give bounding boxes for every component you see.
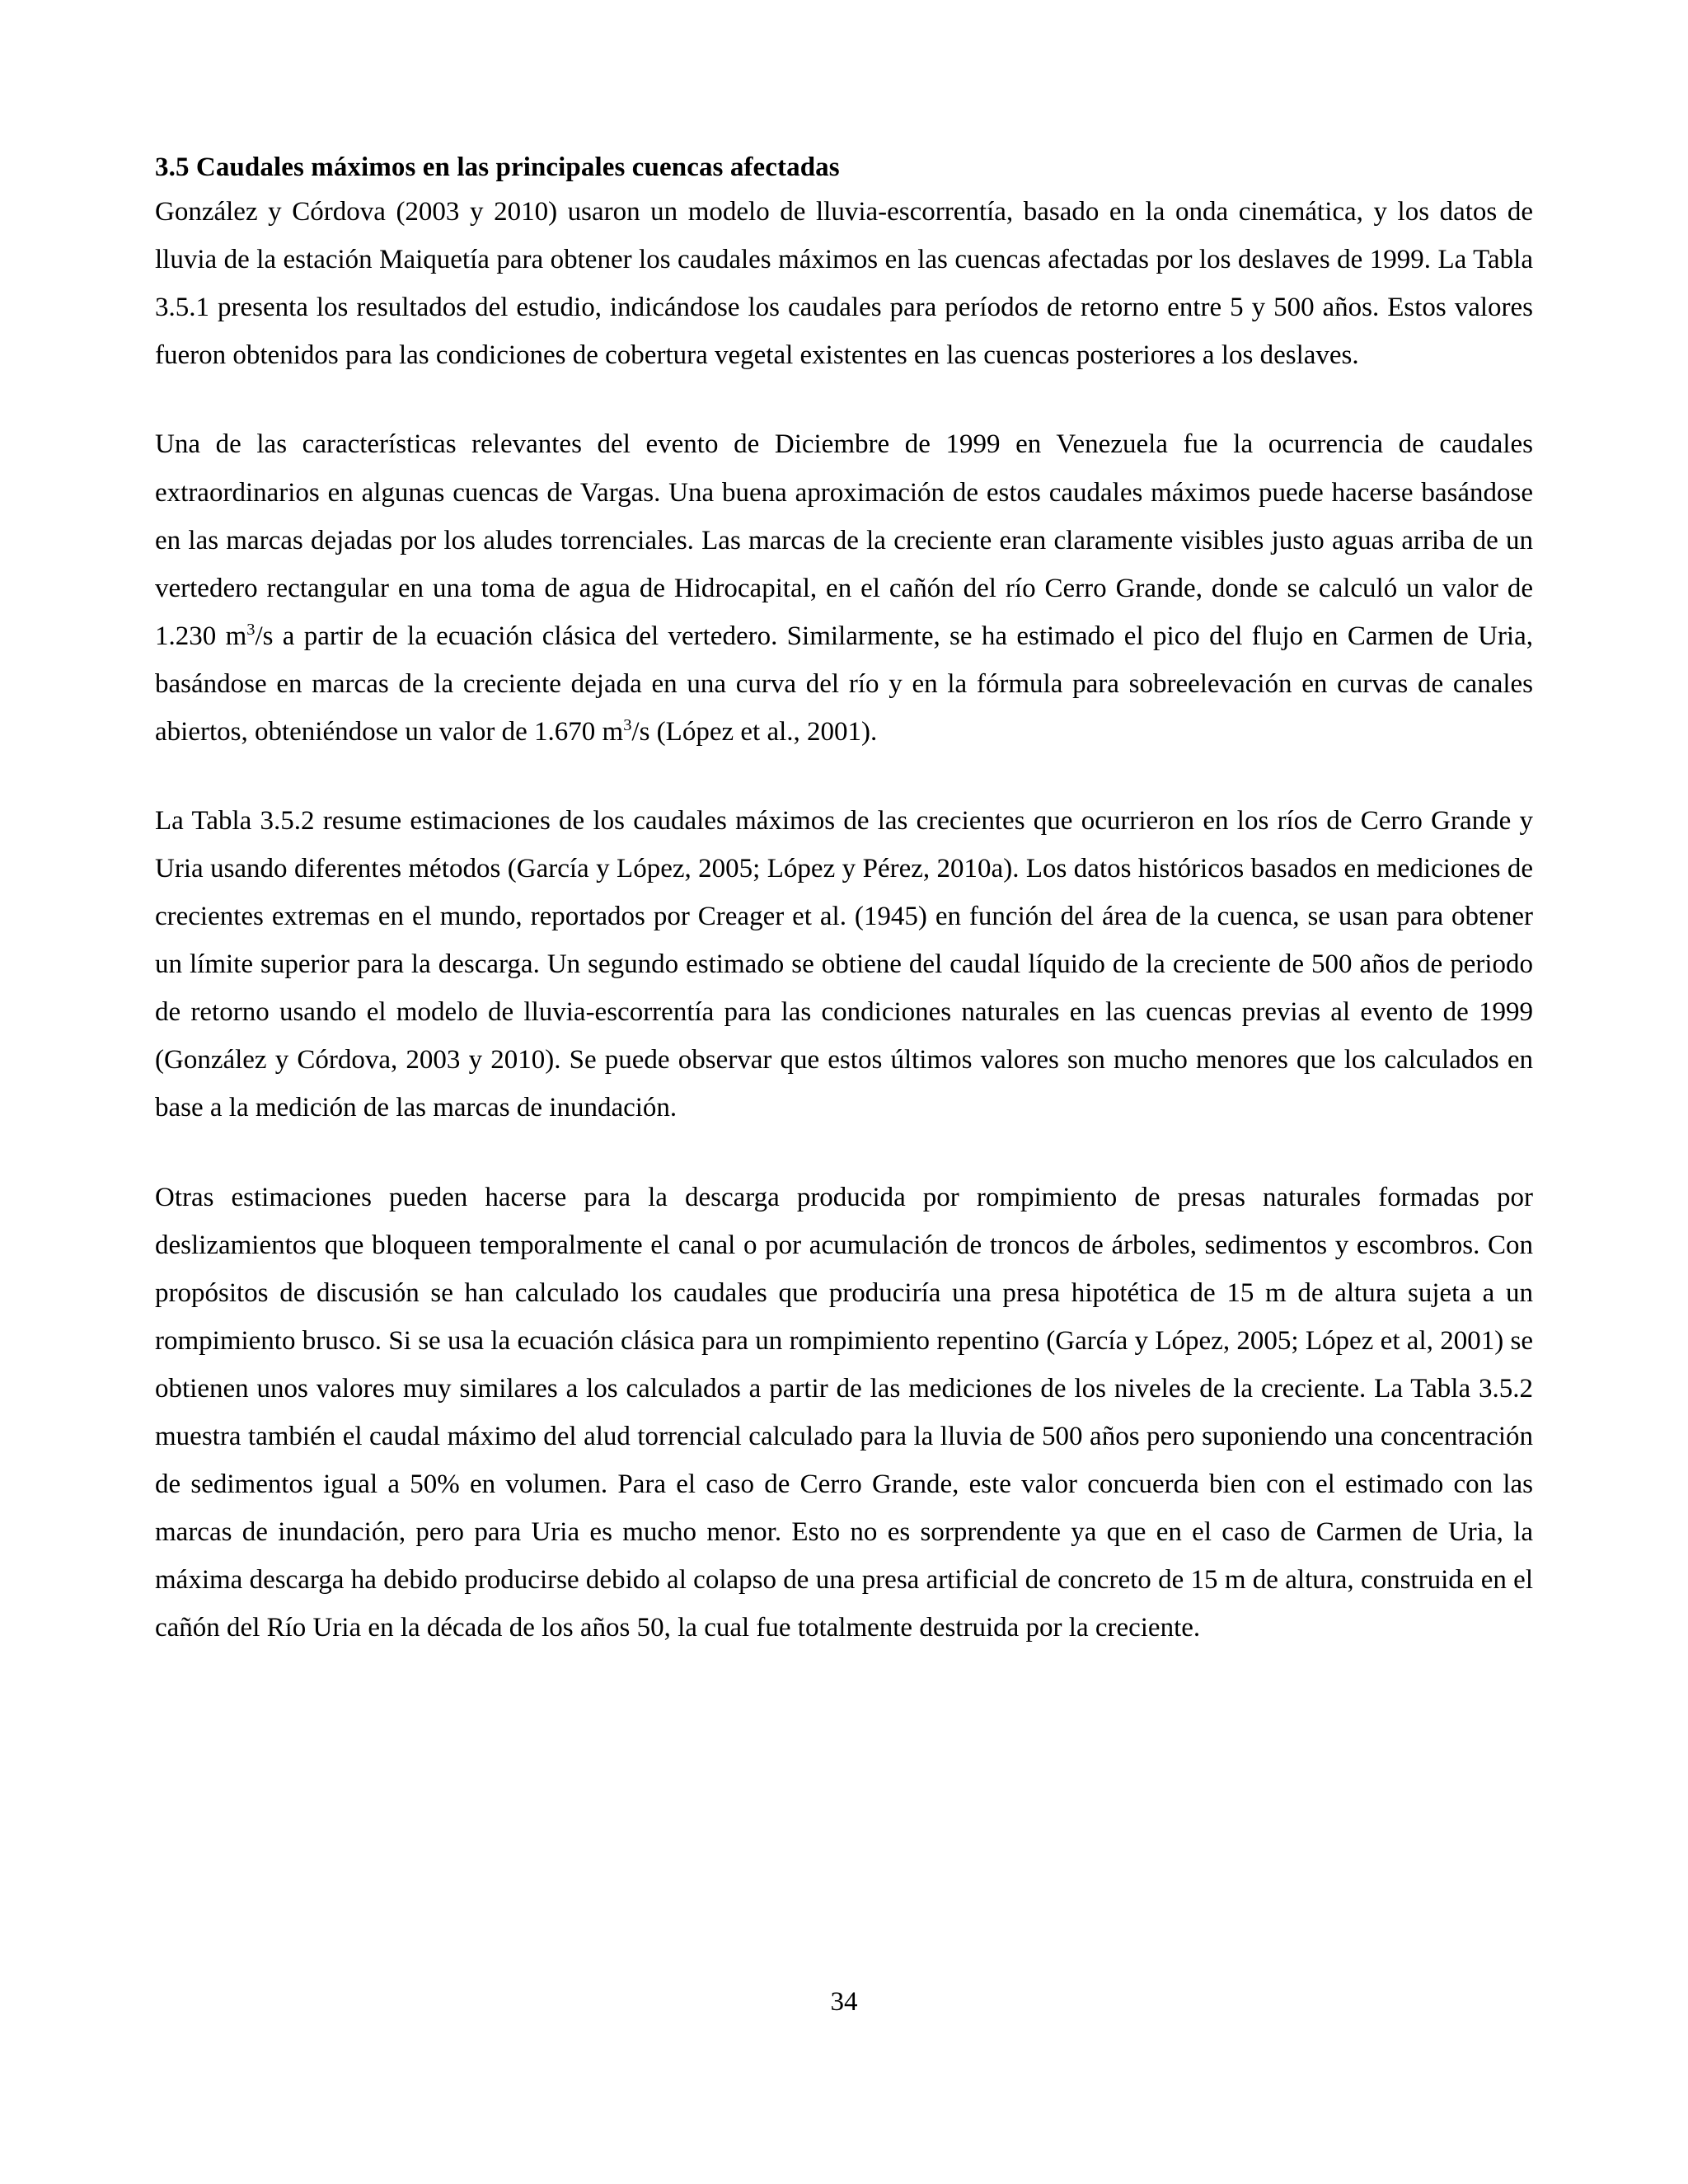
superscript-cubic-meters-2: 3 xyxy=(623,715,632,734)
paragraph-3: La Tabla 3.5.2 resume estimaciones de los caudales máximos de las crecientes que ocurrieron en los ríos de Cerro Grande y Uria usando diferentes métodos (García y López, 2005; López y Pérez, 2010a). Los datos históricos basados en mediciones de crecientes extremas en el mundo, reportados por Creager et al. (1945) en función del área de la cuenca, se usan para obtener un límite superior para la descarga. Un segundo estimado se obtiene del caudal líquido de la creciente de 500 años de periodo de retorno usando el modelo de lluvia-escorrentía para las condiciones naturales en las cuencas previas al evento de 1999 (González y Córdova, 2003 y 2010). Se puede observar que estos últimos valores son mucho menores que los calculados en base a la medición de las marcas de inundación. xyxy=(155,806,1533,1123)
paragraph-2 xyxy=(155,420,1533,756)
paragraph-2-text-a: Una de las características relevantes del evento de Diciembre de 1999 en Venezuela fue la ocurrencia de caudales extraordinarios en algunas cuencas de Vargas. Una buena aproximación de estos caudales máximos puede hacerse basándose en las marcas dejadas por los aludes torrenciales. Las marcas de la creciente eran claramente visibles justo aguas arriba de un vertedero rectangular en una toma de agua de Hidrocapital, en el cañón del río Cerro Grande, donde se calculó un valor de 1.230 m xyxy=(155,429,1533,651)
paragraph-4: Otras estimaciones pueden hacerse para la descarga producida por rompimiento de presas naturales formadas por deslizamientos que bloqueen temporalmente el canal o por acumulación de troncos de árboles, sedimentos y escombros. Con propósitos de discusión se han calculado los caudales que produciría una presa hipotética de 15 m de altura sujeta a un rompimiento brusco. Si se usa la ecuación clásica para un rompimiento repentino (García y López, 2005; López et al, 2001) se obtienen unos valores muy similares a los calculados a partir de las mediciones de los niveles de la creciente. La Tabla 3.5.2 muestra también el caudal máximo del alud torrencial calculado para la lluvia de 500 años pero suponiendo una concentración de sedimentos igual a 50% en volumen. Para el caso de Cerro Grande, este valor concuerda bien con el estimado con las marcas de inundación, pero para Uria es mucho menor. Esto no es sorprendente ya que en el caso de Carmen de Uria, la máxima descarga ha debido producirse debido al colapso de una presa artificial de concreto de 15 m de altura, construida en el cañón del Río Uria en la década de los años 50, la cual fue totalmente destruida por la creciente. xyxy=(155,1182,1533,1643)
section-heading: 3.5 Caudales máximos en las principales cuencas afectadas xyxy=(155,152,840,182)
paragraph-2-text-c: /s (López et al., 2001). xyxy=(631,716,878,747)
superscript-cubic-meters-1: 3 xyxy=(246,620,256,639)
page-content xyxy=(155,147,1533,1652)
paragraph-2-text-b: /s a partir de la ecuación clásica del vertedero. Similarmente, se ha estimado el pico del flujo en Carmen de Uria, basándose en marcas de la creciente dejada en una curva del río y en la fórmula para sobreelevación en curvas de canales abiertos, obteniéndose un valor de 1.670 m xyxy=(155,621,1533,747)
paragraph-1: González y Córdova (2003 y 2010) usaron un modelo de lluvia-escorrentía, basado en la onda cinemática, y los datos de lluvia de la estación Maiquetía para obtener los caudales máximos en las cuencas afectadas por los deslaves de 1999. La Tabla 3.5.1 presenta los resultados del estudio, indicándose los caudales para períodos de retorno entre 5 y 500 años. Estos valores fueron obtenidos para las condiciones de cobertura vegetal existentes en las cuencas posteriores a los deslaves. xyxy=(155,197,1533,371)
page-number: 34 xyxy=(830,1987,858,2017)
